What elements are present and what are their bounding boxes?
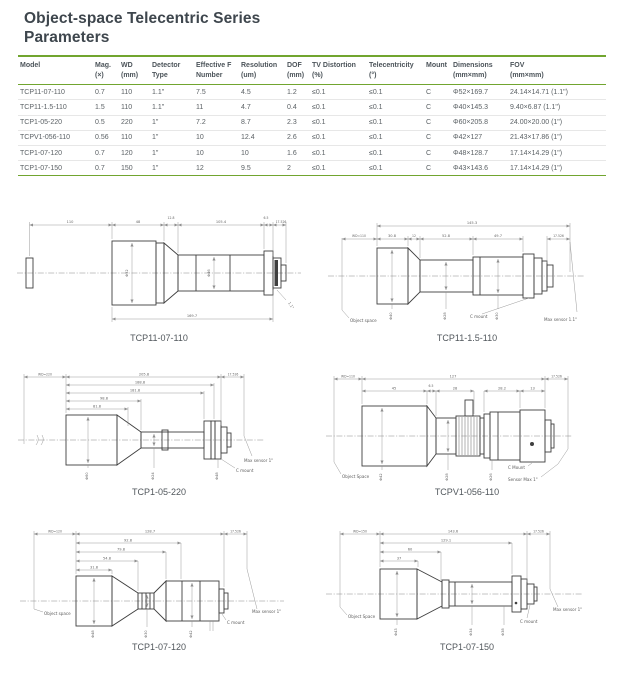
cell-wd: 110 — [121, 85, 152, 100]
cell-dimensions: Φ40×145.3 — [453, 100, 510, 115]
dim-label-diameter: Φ30 — [144, 630, 148, 638]
cell-fnumber: 10 — [196, 130, 241, 145]
dim-label: 188.8 — [134, 380, 146, 385]
cell-telecentricity: ≤0.1 — [369, 145, 426, 160]
dim-label-flange: 17.526 — [553, 234, 564, 238]
dim-label-diameter: Φ28 — [445, 473, 449, 481]
dim-label: 12 — [412, 234, 416, 238]
cell-detector: 1" — [152, 115, 196, 130]
page-title-line2: Parameters — [24, 28, 110, 46]
dim-label-diameter: Φ48 — [91, 630, 95, 638]
cell-wd: 150 — [121, 161, 152, 176]
dim-label: 60 — [407, 547, 413, 552]
dim-label: 13 — [530, 386, 535, 391]
dim-label-flange: 17.526 — [275, 220, 287, 224]
dim-label-diameter: Φ34 — [469, 628, 473, 636]
max-sensor-label: Max sensor 1.1" — [544, 317, 578, 322]
dim-label: 31.8 — [89, 565, 99, 570]
cell-detector: 1.1" — [152, 100, 196, 115]
cell-dof: 1.6 — [287, 145, 312, 160]
dim-label: 28 — [452, 386, 458, 391]
cell-mag: 0.7 — [95, 85, 121, 100]
cell-wd: 120 — [121, 145, 152, 160]
col-header-telecentricity: Telecentricity (°) — [369, 57, 426, 84]
cell-resolution: 12.4 — [241, 130, 287, 145]
cell-detector: 1" — [152, 145, 196, 160]
cell-mag: 1.5 — [95, 100, 121, 115]
cell-mount: C — [426, 100, 453, 115]
cell-tv-distortion: ≤0.1 — [312, 100, 369, 115]
cell-telecentricity: ≤0.1 — [369, 100, 426, 115]
cell-fov: 24.00×20.00 (1") — [510, 115, 606, 130]
lens-drawing-tcp11-07-110 — [14, 210, 304, 332]
diagram-caption: TCP1-05-220 — [131, 487, 187, 497]
max-sensor-label: Max sensor 1" — [252, 609, 282, 614]
table-row — [18, 100, 606, 115]
object-space-label: Object Space — [342, 474, 370, 479]
col-header-wd: WD (mm) — [121, 57, 152, 84]
cell-model: TCP1-05-220 — [18, 115, 95, 130]
cell-tv-distortion: ≤0.1 — [312, 145, 369, 160]
diagram-caption: TCPV1-056-110 — [434, 487, 500, 497]
diagram-tcp1-05-220 — [14, 364, 304, 497]
cell-telecentricity: ≤0.1 — [369, 85, 426, 100]
diagram-tcp1-07-120 — [14, 519, 304, 652]
dim-label: 45 — [391, 386, 397, 391]
col-header-dof: DOF (mm) — [287, 57, 312, 84]
sensor-note: 1.1" — [287, 301, 295, 310]
cell-resolution: 10 — [241, 145, 287, 160]
cell-dof: 2.3 — [287, 115, 312, 130]
set-screw — [515, 602, 518, 605]
cell-wd: 110 — [121, 130, 152, 145]
cell-fov: 17.14×14.29 (1") — [510, 161, 606, 176]
object-space-label: Object space — [350, 318, 377, 323]
dim-label: 37 — [396, 556, 402, 561]
dim-label-total: 128.7 — [144, 529, 156, 534]
table-row — [18, 161, 606, 176]
col-header-dimensions: Dimensions (mm×mm) — [453, 57, 510, 84]
table-header-row — [18, 57, 606, 84]
diagram-tcp1-07-150 — [322, 519, 612, 652]
cell-fnumber: 10 — [196, 145, 241, 160]
cell-fnumber: 7.5 — [196, 85, 241, 100]
cell-mag: 0.7 — [95, 145, 121, 160]
cell-wd: 110 — [121, 100, 152, 115]
cell-dimensions: Φ42×127 — [453, 130, 510, 145]
cell-mount: C — [426, 85, 453, 100]
dim-label-total: 205.8 — [138, 372, 150, 377]
dimension-lines — [340, 531, 558, 625]
cell-dof: 2 — [287, 161, 312, 176]
dim-label-flange: 17.526 — [533, 529, 544, 534]
dim-label-total: 127 — [449, 374, 457, 379]
dim-label: 48 — [135, 220, 141, 224]
cell-mag: 0.7 — [95, 161, 121, 176]
dim-label-diameter: Φ43 — [394, 628, 398, 636]
dimension-lines — [34, 531, 257, 631]
dim-label-flange: 17.526 — [551, 374, 562, 379]
max-sensor-label: Sensor Max 1" — [508, 477, 538, 482]
dim-label-diameter: Φ60 — [85, 472, 89, 480]
diagram-tcp11-1-5-110 — [322, 210, 612, 343]
lens-drawing-tcp1-07-150 — [322, 519, 612, 641]
dim-label: 6.5 — [263, 216, 269, 220]
parameters-table — [18, 57, 606, 176]
lens-drawing-tcpv1-056-110 — [322, 364, 612, 486]
cell-fov: 9.40×6.87 (1.1") — [510, 100, 606, 115]
dim-label-diameter: Φ42 — [379, 473, 383, 481]
object-space-label: Object Space — [348, 614, 376, 619]
col-header-detector: Detector Type — [152, 57, 196, 84]
cell-mount: C — [426, 161, 453, 176]
sensor-plane — [275, 260, 279, 286]
dim-label-wd: 110 — [66, 220, 74, 224]
col-header-resolution: Resolution (um) — [241, 57, 287, 84]
cell-dimensions: Φ43×143.6 — [453, 161, 510, 176]
cell-dimensions: Φ52×169.7 — [453, 85, 510, 100]
cell-dimensions: Φ48×128.7 — [453, 145, 510, 160]
dim-label: 79.8 — [116, 547, 126, 552]
dim-label: 6.5 — [428, 384, 434, 388]
cell-telecentricity: ≤0.1 — [369, 130, 426, 145]
table-row — [18, 85, 606, 100]
dim-label-diameter: Φ52 — [125, 269, 129, 277]
cell-tv-distortion: ≤0.1 — [312, 161, 369, 176]
cell-dof: 1.2 — [287, 85, 312, 100]
dim-label-wd: WD=220 — [38, 372, 52, 377]
max-sensor-label: Max sensor 1" — [553, 607, 583, 612]
cell-tv-distortion: ≤0.1 — [312, 130, 369, 145]
table-row — [18, 130, 606, 145]
diagram-caption: TCP11-07-110 — [130, 333, 188, 343]
cell-model: TCP1-07-150 — [18, 161, 95, 176]
dim-label: 105.4 — [215, 220, 227, 224]
dim-label: 52.8 — [441, 234, 451, 238]
knurled-ring-hatch — [459, 417, 477, 455]
dim-label: 30.8 — [387, 234, 397, 238]
dim-label: 12.8 — [167, 216, 175, 220]
cell-mag: 0.5 — [95, 115, 121, 130]
cell-resolution: 4.7 — [241, 100, 287, 115]
cell-model: TCP11-07-110 — [18, 85, 95, 100]
cell-wd: 220 — [121, 115, 152, 130]
dim-label-diameter: Φ40 — [389, 312, 393, 320]
dim-label: 129.1 — [440, 538, 452, 543]
max-sensor-label: Max sensor 1" — [244, 458, 274, 463]
col-header-mag: Mag. (×) — [95, 57, 121, 84]
cell-fnumber: 12 — [196, 161, 241, 176]
cell-mount: C — [426, 130, 453, 145]
dim-label-wd: WD=110 — [341, 374, 355, 379]
dim-label: 81.8 — [92, 404, 102, 409]
dim-label-wd: WD=120 — [48, 529, 62, 534]
dim-label-total: 169.7 — [186, 314, 198, 318]
cell-dof: 2.6 — [287, 130, 312, 145]
page-title — [24, 10, 624, 48]
object-space-label: Object space — [44, 611, 71, 616]
col-header-tv-distortion: TV Distortion (%) — [312, 57, 369, 84]
cell-telecentricity: ≤0.1 — [369, 115, 426, 130]
dim-label-wd: WD=110 — [352, 234, 366, 238]
dim-label-diameter: Φ42 — [189, 630, 193, 638]
lens-drawing-tcp1-05-220 — [14, 364, 304, 486]
cell-model: TCP11-1.5-110 — [18, 100, 95, 115]
dimension-lines — [30, 222, 287, 322]
cell-resolution: 4.5 — [241, 85, 287, 100]
dim-label: 28.2 — [497, 386, 507, 391]
cell-fov: 21.43×17.86 (1") — [510, 130, 606, 145]
c-mount-label: C mount — [520, 619, 538, 624]
cell-fnumber: 7.2 — [196, 115, 241, 130]
c-mount-label: C mount — [236, 468, 254, 473]
dim-label-flange: 17.526 — [230, 529, 241, 534]
dim-label-diameter: Φ24 — [151, 472, 155, 480]
cell-fnumber: 11 — [196, 100, 241, 115]
dim-label: 49.7 — [493, 234, 503, 238]
dim-label-total: 143.6 — [447, 529, 459, 534]
dim-label-diameter: Φ48 — [215, 472, 219, 480]
cell-resolution: 8.7 — [241, 115, 287, 130]
diagram-caption: TCP1-07-120 — [131, 642, 187, 652]
cell-model: TCP1-07-120 — [18, 145, 95, 160]
c-mount-label: C Mount — [508, 465, 525, 470]
cell-dof: 0.4 — [287, 100, 312, 115]
dim-label-diameter: Φ46 — [207, 269, 211, 277]
col-header-model: Model — [18, 57, 95, 84]
cell-model: TCPV1-056-110 — [18, 130, 95, 145]
dim-label-diameter: Φ38 — [501, 628, 505, 636]
dim-label-diameter: Φ28 — [443, 312, 447, 320]
dim-label: 54.8 — [102, 556, 112, 561]
dim-label: 92.8 — [123, 538, 133, 543]
lens-profile — [362, 400, 554, 466]
cell-fov: 17.14×14.29 (1") — [510, 145, 606, 160]
cell-dimensions: Φ60×205.8 — [453, 115, 510, 130]
cell-detector: 1" — [152, 130, 196, 145]
table-row — [18, 145, 606, 160]
cell-detector: 1" — [152, 161, 196, 176]
cell-telecentricity: ≤0.1 — [369, 161, 426, 176]
diagram-caption: TCP1-07-150 — [439, 642, 495, 652]
diagram-tcpv1-056-110 — [322, 364, 612, 497]
c-mount-label: C mount — [470, 314, 488, 319]
dim-label: 181.8 — [129, 388, 141, 393]
diagram-caption: TCP11-1.5-110 — [436, 333, 498, 343]
c-mount-label: C mount — [227, 620, 245, 625]
dim-label-diameter: Φ30 — [495, 312, 499, 320]
set-screw — [530, 442, 534, 446]
dim-label-wd: WD=150 — [353, 529, 367, 534]
cell-mount: C — [426, 115, 453, 130]
col-header-mount: Mount — [426, 57, 453, 84]
diagram-tcp11-07-110 — [14, 210, 304, 343]
lens-drawing-tcp1-07-120 — [14, 519, 304, 641]
lens-drawing-tcp11-1-5-110 — [322, 210, 612, 332]
page-title-line1: Object-space Telecentric Series — [24, 10, 261, 27]
col-header-fov: FOV (mm×mm) — [510, 57, 606, 84]
col-header-fnumber: Effective F Number — [196, 57, 241, 84]
table-row — [18, 115, 606, 130]
cell-mount: C — [426, 145, 453, 160]
dim-label-diameter: Φ26 — [489, 473, 493, 481]
cell-mag: 0.56 — [95, 130, 121, 145]
dim-label: 98.8 — [99, 396, 109, 401]
dim-label-total: 145.3 — [466, 221, 478, 225]
cell-resolution: 9.5 — [241, 161, 287, 176]
cell-fov: 24.14×14.71 (1.1") — [510, 85, 606, 100]
cell-detector: 1.1" — [152, 85, 196, 100]
dim-label-flange: 17.526 — [227, 372, 239, 377]
cell-tv-distortion: ≤0.1 — [312, 115, 369, 130]
cell-tv-distortion: ≤0.1 — [312, 85, 369, 100]
